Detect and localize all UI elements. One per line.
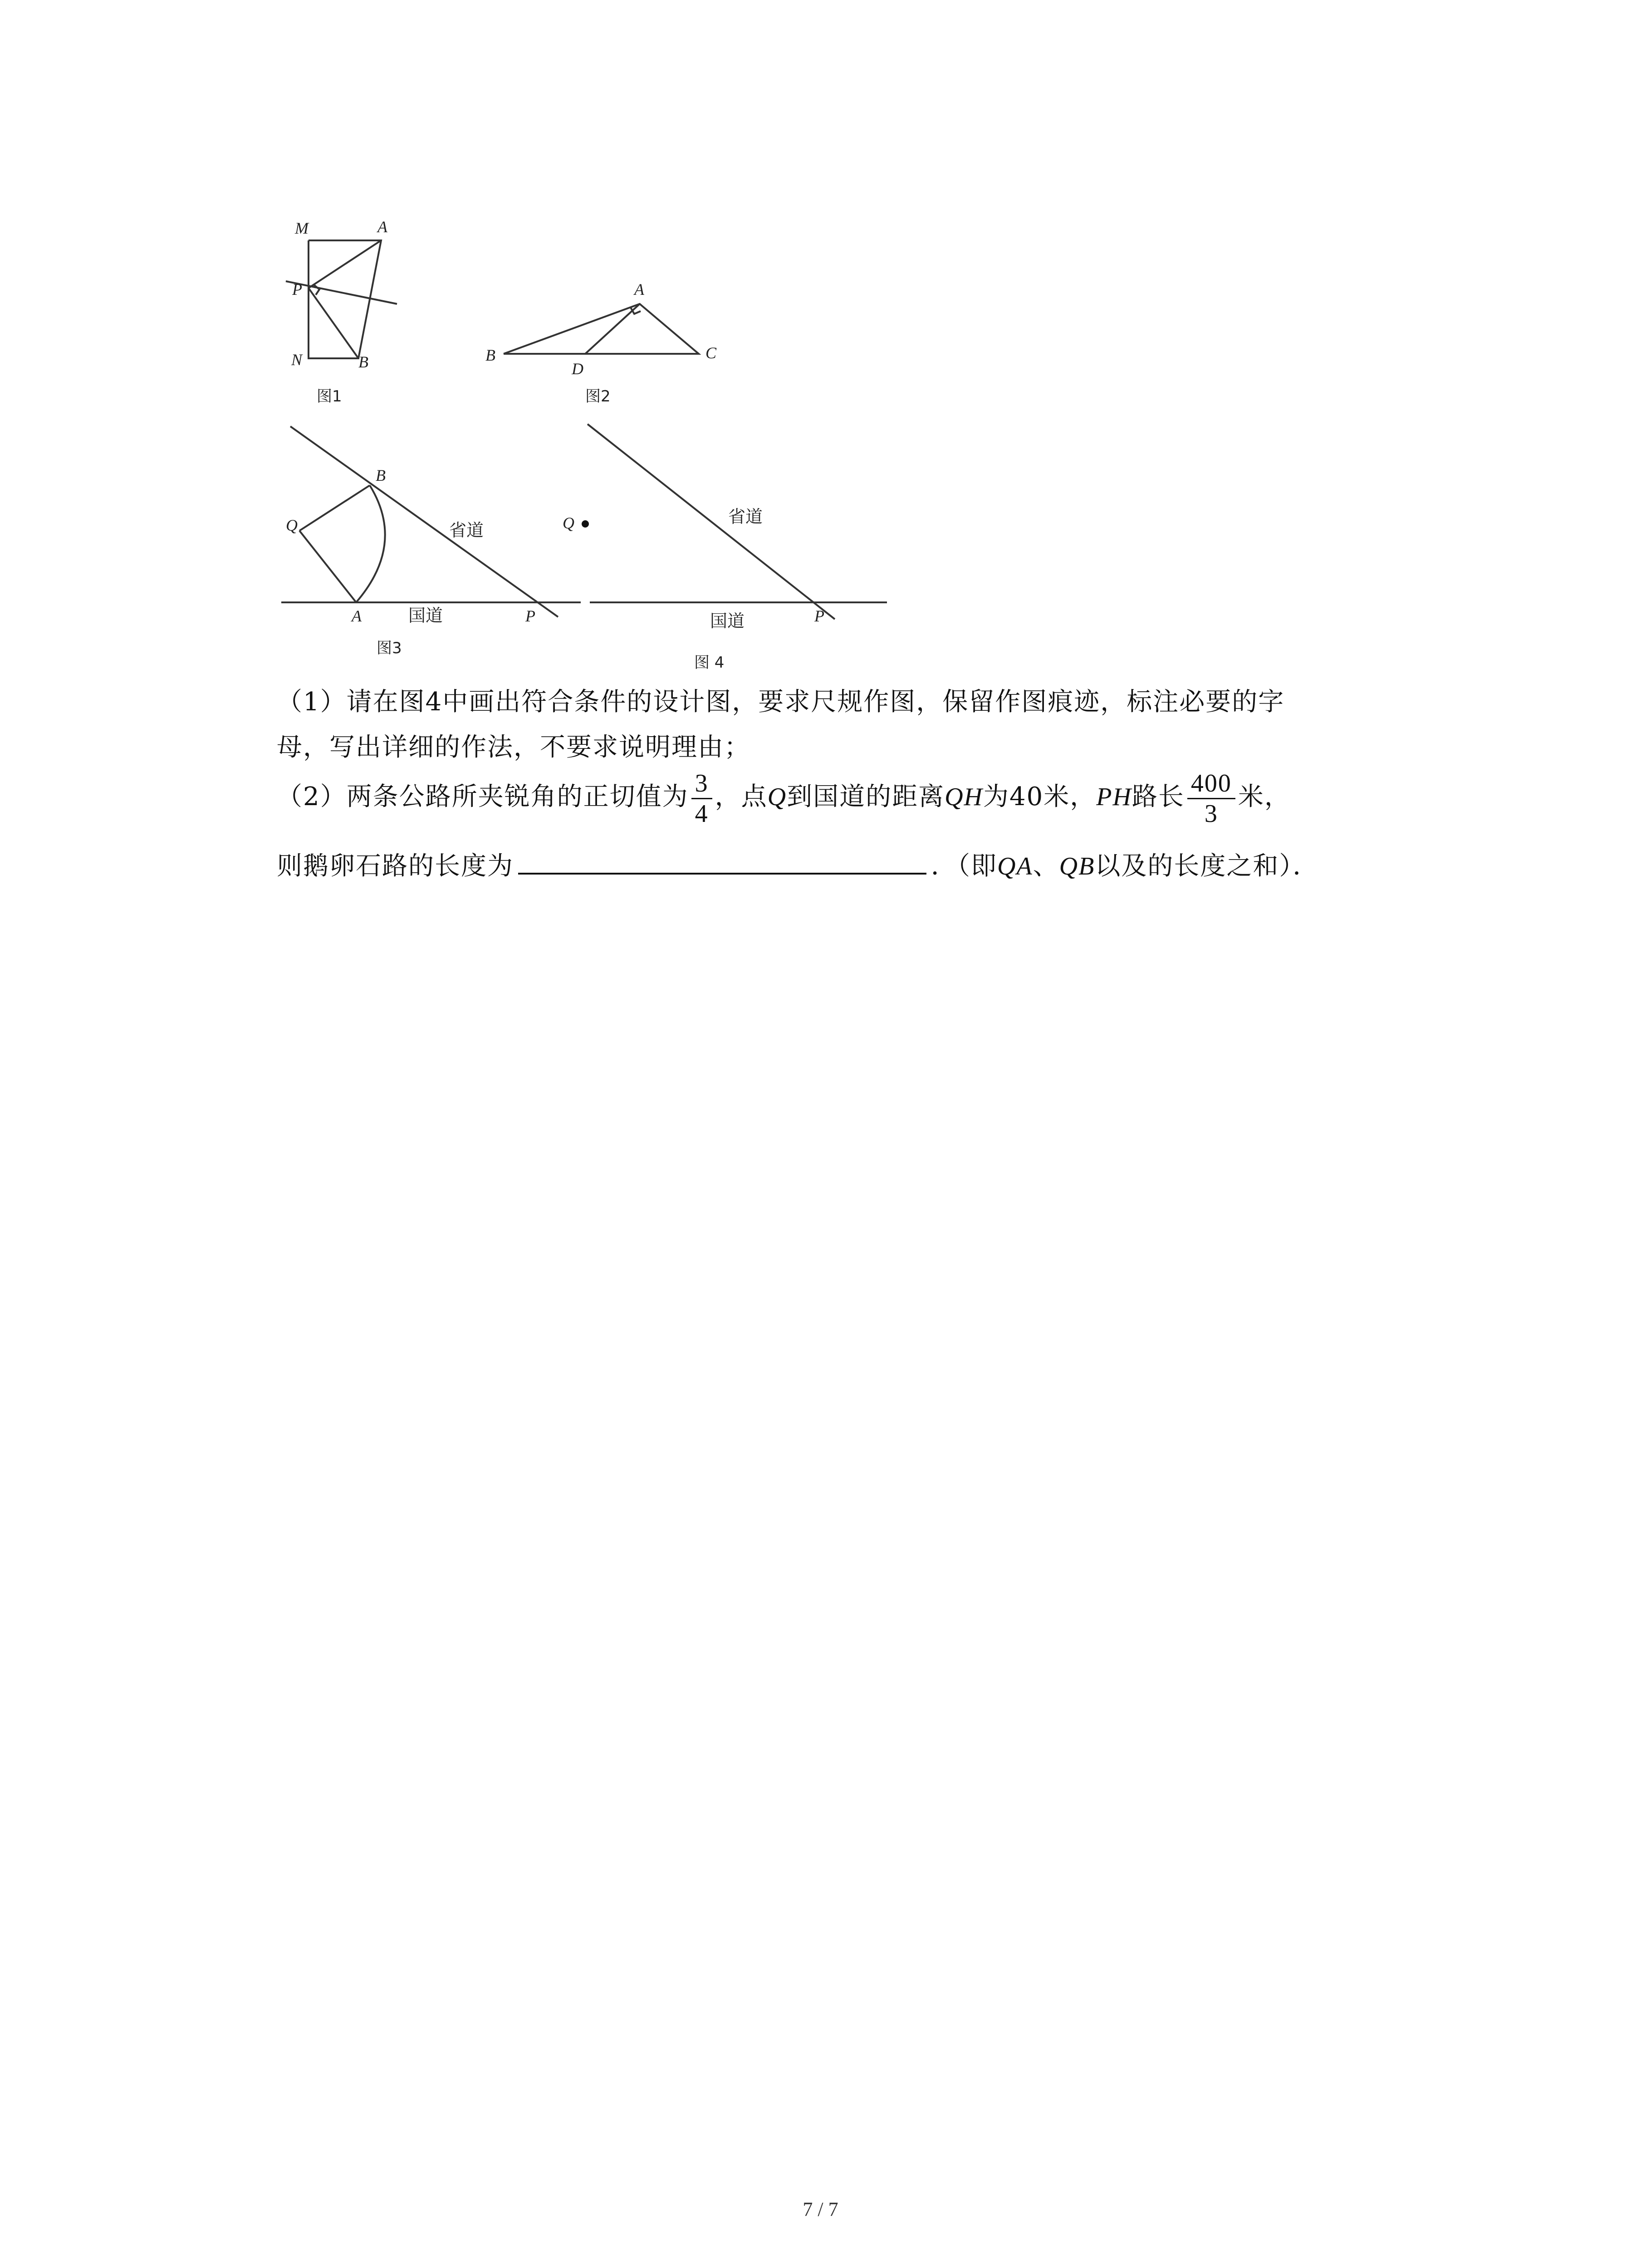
part2-prefix: （2）两条公路所夹锐角的正切值为 bbox=[277, 782, 689, 811]
fig2-caption: 图2 bbox=[585, 387, 611, 406]
fig3-national-road-label: 国道 bbox=[408, 606, 443, 626]
segment-ph: PH bbox=[1096, 783, 1132, 811]
fig3-caption: 图3 bbox=[377, 639, 402, 657]
fig4-label-p: P bbox=[814, 607, 824, 625]
answer-blank[interactable] bbox=[518, 850, 926, 875]
figure-1 bbox=[272, 213, 408, 417]
fig3-label-a: A bbox=[352, 607, 362, 625]
ph-numerator: 400 bbox=[1187, 769, 1235, 799]
fig2-label-d: D bbox=[572, 360, 583, 378]
fig1-label-m: M bbox=[295, 219, 309, 237]
segment-qb: QB bbox=[1059, 852, 1095, 880]
fig3-segment-qa bbox=[299, 531, 356, 602]
fig3-label-p: P bbox=[525, 607, 535, 625]
fig1-segment-pa bbox=[309, 240, 381, 288]
question-part2-line2 bbox=[277, 848, 1319, 885]
part2-mid3: 为40米， bbox=[983, 782, 1097, 811]
page-number: 7 / 7 bbox=[803, 2198, 838, 2220]
answer-mid1: ．（即 bbox=[931, 851, 997, 881]
fig1-caption: 图1 bbox=[317, 387, 342, 406]
fig2-label-a: A bbox=[634, 280, 644, 298]
figure-2 bbox=[476, 268, 749, 413]
ph-fraction bbox=[1187, 769, 1235, 828]
fig3-provincial-road-label: 省道 bbox=[449, 520, 484, 540]
fig4-caption: 图 4 bbox=[694, 654, 725, 672]
fig1-label-n: N bbox=[291, 351, 303, 369]
fig3-arc-ab bbox=[356, 485, 385, 602]
fig2-segment-ad bbox=[585, 304, 640, 354]
fig4-national-road-label: 国道 bbox=[710, 611, 745, 631]
fig1-segment-pb bbox=[309, 288, 358, 358]
fig3-label-q: Q bbox=[286, 516, 298, 534]
fig1-label-b: B bbox=[358, 353, 368, 371]
question-part2-line1 bbox=[277, 769, 1291, 828]
fig2-triangle bbox=[504, 304, 699, 354]
part2-suffix: 米， bbox=[1238, 782, 1291, 811]
fig3-provincial-road bbox=[290, 426, 558, 617]
answer-sep: 、 bbox=[1033, 851, 1059, 881]
fig4-provincial-road-label: 省道 bbox=[728, 507, 763, 527]
fig4-provincial-road bbox=[588, 424, 835, 619]
fig3-segment-qb bbox=[299, 485, 370, 531]
segment-qa: QA bbox=[997, 852, 1033, 880]
part2-mid4: 路长 bbox=[1132, 782, 1185, 811]
part2-mid2: 到国道的距离 bbox=[787, 782, 945, 811]
fig1-crossing-line bbox=[286, 281, 397, 304]
figure-4 bbox=[554, 417, 916, 680]
fig2-label-b: B bbox=[485, 346, 495, 364]
point-q: Q bbox=[767, 783, 787, 811]
ph-denominator: 3 bbox=[1204, 800, 1218, 828]
tan-fraction bbox=[691, 769, 712, 828]
fig4-point-q bbox=[582, 520, 589, 528]
fig1-label-a: A bbox=[377, 218, 387, 236]
fig3-label-b: B bbox=[376, 466, 386, 484]
part2-mid1: ，点 bbox=[715, 782, 768, 811]
fig1-right-angle-mark bbox=[314, 285, 319, 295]
segment-qh: QH bbox=[945, 783, 983, 811]
fig2-label-c: C bbox=[705, 344, 717, 362]
fig4-label-q: Q bbox=[563, 514, 574, 532]
tan-numerator: 3 bbox=[691, 769, 712, 799]
answer-suffix: 以及的长度之和）． bbox=[1095, 851, 1319, 881]
question-part1-line2: 母，写出详细的作法，不要求说明理由； bbox=[277, 733, 750, 762]
answer-prefix: 则鹅卵石路的长度为 bbox=[277, 851, 514, 881]
figure-3 bbox=[272, 417, 599, 671]
fig1-label-p: P bbox=[292, 280, 302, 298]
tan-denominator: 4 bbox=[695, 800, 709, 828]
question-part1-line1: （1）请在图4中画出符合条件的设计图，要求尺规作图，保留作图痕迹，标注必要的字 bbox=[277, 687, 1285, 717]
